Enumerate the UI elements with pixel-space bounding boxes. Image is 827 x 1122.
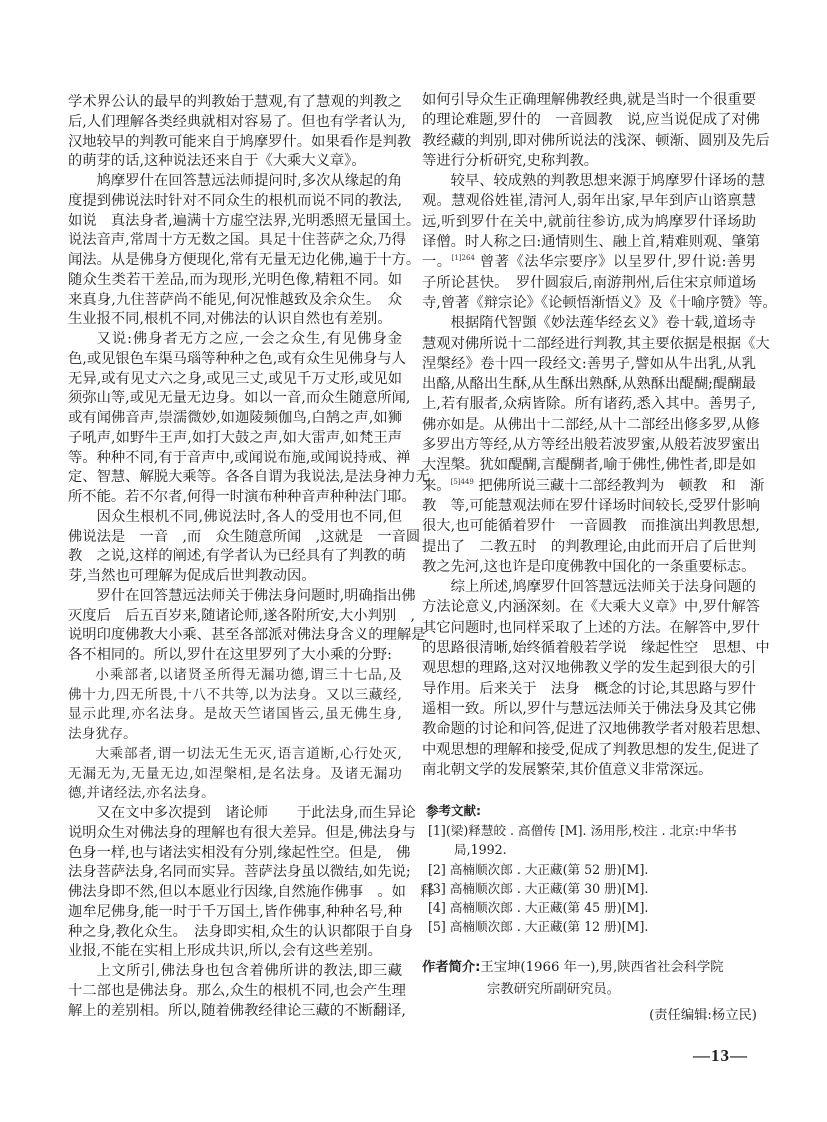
text-line: 显示此理,亦名法身。是故天竺诸国皆云,虽无佛生身, [68, 706, 402, 723]
text-line: 十二部也是佛法身。那么,众生的根机不同,也会产生理 [68, 982, 406, 999]
text-line: 综上所述,鸠摩罗什回答慧远法师关于法身问题的 [450, 579, 756, 596]
text-line: 教之先河,这也许是印度佛教中国化的一条重要标志。 [422, 558, 756, 575]
text-line: 的萌芽的话,这种说法还来自于《大乘大义章》。 [68, 153, 366, 170]
text-line: 的理论难题,罗什的 一音圆教 说,应当说促成了对佛 [422, 112, 760, 129]
text-line: 生业报不同,根机不同,对佛法的认识自然也有差别。 [68, 311, 392, 328]
text-line: 鸠摩罗什在回答慧远法师提问时,多次从缘起的角 [96, 173, 402, 189]
left-column [68, 93, 435, 1021]
text-line: 译僧。时人称之曰:通情则生、融上首,精难则观、肇第 [422, 234, 761, 251]
text-line: 解上的差别相。所以,随着佛教经律论三藏的不断翻译, [68, 1002, 406, 1019]
text-line: 业报,不能在实相上形成共识,所以,会有这些差别。 [68, 943, 382, 960]
author-bio [422, 957, 762, 1001]
text-line: 说明印度佛教大小乘、甚至各部派对佛法身含义的理解是 [68, 627, 426, 644]
text-line: 大涅槃。犹如醍醐,言醍醐者,喻于佛性,佛性者,即是如 [422, 457, 756, 474]
paragraph [68, 172, 421, 330]
paragraph [68, 93, 412, 172]
author-bio-text: 王宝坤(1966 年一),男,陕西省社会科学院 [480, 960, 724, 975]
text-line: 观。慧观俗姓崔,清河人,弱年出家,早年到庐山谘禀慧 [422, 193, 756, 210]
text-line: 上文所引,佛法身也包含着佛所讲的教法,即三藏 [96, 963, 402, 979]
reference-item: [3] 高楠顺次郎 . 大正藏(第 30 册)[M]. [428, 880, 649, 896]
text-line: 中观思想的理解和接受,促成了判教思想的发生,促进了 [422, 741, 760, 758]
text-line: 说明众生对佛法身的理解也有很大差异。但是,佛法身与 [68, 824, 416, 841]
paragraph [422, 90, 770, 171]
text-line: 汉地较早的判教可能来自于鸠摩罗什。如果看作是判教 [68, 133, 412, 150]
text-line: 远,听到罗什在关中,就前往参访,成为鸠摩罗什译场助 [422, 213, 756, 230]
text-line: 法身菩萨法身,名同而实异。菩萨法身虽以微结,如先说; [68, 864, 411, 881]
text-line: 色,或见银色车渠马瑙等种种之色,或有众生见佛身与人 [68, 350, 406, 367]
text-line: 提出了 二教五时 的判教理论,由此而开启了后世判 [422, 538, 756, 555]
text-line: 多罗出方等经,从方等经出般若波罗蜜,从般若波罗蜜出 [422, 437, 760, 454]
right-column [422, 90, 777, 780]
paragraph [422, 577, 770, 780]
text-line: 后,人们理解各类经典就相对容易了。但也有学者认为, [68, 113, 406, 130]
text-line: 遥相一致。所以,罗什与慧远法师关于佛法身及其它佛 [422, 700, 756, 717]
text-line: 佛说法是 一音 ,而 众生随意所闻 ,这就是 一音圆 [68, 528, 421, 545]
reference-item: [5] 高楠顺次郎 . 大正藏(第 12 册)[M]. [428, 919, 649, 935]
references-section [428, 801, 758, 937]
text-line: 子所论甚快。 罗什圆寂后,南游荆州,后住宋京师道场 [422, 274, 756, 291]
paragraph [68, 330, 430, 508]
text-line: 根据隋代智顗《妙法莲华经玄义》卷十载,道场寺 [450, 315, 756, 332]
text-line: 种之身,教化众生。 法身即实相,众生的认识都限于自身 [68, 923, 414, 940]
text-line: 随众生类若干差品,而为现形,光明色像,精粗不同。如 [68, 271, 402, 288]
reference-item-continued: 局,1992. [454, 842, 507, 858]
reference-item: [4] 高楠顺次郎 . 大正藏(第 45 册)[M]. [428, 900, 649, 916]
text-line: 其它问题时,也同样采取了上述的方法。在解答中,罗什 [422, 619, 760, 636]
text-line: 或有闻佛音声,崇濡微妙,如迦陵频伽鸟,白鹄之声,如狮 [68, 410, 402, 426]
text-line: 学术界公认的最早的判教始于慧观,有了慧观的判教之 [68, 94, 402, 110]
text-line: 德,并诸经法,亦名法身。 [68, 785, 215, 802]
author-bio-label: 作者简介: [422, 960, 481, 975]
citation-superscript: [1]264 [451, 254, 475, 263]
paragraph [68, 508, 421, 587]
text-line: 教命题的讨论和问答,促进了汉地佛教学者对般若思想、 [422, 721, 770, 738]
text-line: 色身一样,也与诸法实相没有分别,缘起性空。但是, 佛 [68, 844, 411, 861]
text-line: 慧观对佛所说十二部经进行判教,其主要依据是根据《大 [422, 335, 770, 352]
text-line: 又说:佛身者无方之应,一会之众生,有见佛身金 [96, 331, 402, 347]
text-line: 罗什在回答慧远法师关于佛法身问题时,明确指出佛 [96, 587, 416, 604]
author-bio-text-continued: 宗教研究所副研究员。 [487, 982, 620, 997]
paragraph [68, 587, 426, 666]
text-line: 子吼声,如野牛王声,如打大鼓之声,如大雷声,如梵王声 [68, 429, 402, 446]
text-line: 佛十力,四无所畏,十八不共等,以为法身。又以三藏经, [68, 686, 402, 703]
text-line: 一。$^{[1]264}$ 曾著《法华宗要序》以呈罗什,罗什说:善男 [422, 254, 757, 271]
text-line: 如说 真法身者,遍满十方虚空法界,光明悉照无量国土。 [68, 212, 421, 229]
text-line: 闻法。从是佛身方便现化,常有无量无边化佛,遍于十方。 [68, 252, 421, 268]
paragraph [68, 804, 435, 962]
text-line: 小乘部者,以诸贤圣所得无漏功德,谓三十七品,及 [95, 666, 402, 683]
text-line: 如何引导众生正确理解佛教经典,就是当时一个很重要 [422, 92, 756, 108]
text-line: 较早、较成熟的判教思想来源于鸠摩罗什译场的慧 [450, 173, 766, 190]
text-line: 说法音声,常周十方无数之国。具足十住菩萨之众,乃得 [68, 232, 406, 249]
references-title: 参考文献: [426, 803, 481, 818]
text-line: 度提到佛说法时针对不同众生的根机而说不同的教法, [68, 192, 402, 209]
paragraph [422, 171, 777, 313]
text-line: 寺,曾著《辩宗论》《论顿悟渐悟义》及《十喻序赞》等。 [422, 294, 777, 311]
text-line: 教 之说,这样的阐述,有学者认为已经具有了判教的萌 [68, 548, 406, 565]
text-line: 来真身,九住菩萨尚不能见,何况惟越致及余众生。 众 [68, 291, 402, 308]
text-line: 又在文中多次提到 诸论师 于此法身,而生异论 , [96, 805, 435, 821]
text-line: 佛法身即不然,但以本愿业行因缘,自然施作佛事 。如 释 [68, 884, 435, 900]
text-line: 无异,或有见丈六之身,或见三丈,或见千万丈形,或见如 [68, 370, 402, 387]
block-quote [68, 666, 402, 745]
text-line: 灭度后 后五百岁来,随诸论师,遂各附所安,大小判别 , [68, 607, 416, 624]
text-line: 法身犹存。 [68, 726, 137, 742]
text-line: 因众生根机不同,佛说法时,各人的受用也不同,但 [96, 508, 402, 525]
text-line: 涅槃经》卷十四一段经文:善男子,譬如从牛出乳,从乳 [422, 355, 756, 372]
text-line: 导作用。后来关于 法身 概念的讨论,其思路与罗什 [422, 680, 756, 697]
text-line: 须弥山等,或见无量无边身。如以一音,而众生随意所闻, [68, 390, 411, 407]
text-line: 南北朝文学的发展繁荣,其价值意义非常深远。 [422, 761, 713, 778]
text-line: 观思想的理路,这对汉地佛教义学的发生起到很大的引 [422, 660, 756, 677]
text-line: 上,若有服者,众病皆除。所有诸药,悉入其中。善男子, [422, 396, 756, 413]
text-line: 佛亦如是。从佛出十二部经,从十二部经出修多罗,从修 [422, 416, 760, 433]
text-line: 的思路很清晰,始终循着般若学说 缘起性空 思想、中 [422, 640, 770, 657]
text-line: 定、智慧、解脱大乘等。各各自谓为我说法,是法身神力无 [68, 469, 430, 486]
text-line: 各不相同的。所以,罗什在这里罗列了大小乘的分野: [68, 647, 392, 663]
reference-item: [2] 高楠顺次郎 . 大正藏(第 52 册)[M]. [428, 861, 649, 877]
text-line: 出酪,从酪出生酥,从生酥出熟酥,从熟酥出醍醐;醍醐最 [422, 376, 756, 393]
text-line: 教 等,可能慧观法师在罗什译场时间较长,受罗什影响 [422, 497, 760, 514]
citation-superscript: [5]449 [450, 477, 474, 486]
text-line: 教经藏的判别,即对佛所说法的浅深、顿渐、圆别及先后 [422, 132, 770, 149]
text-line: 大乘部者,谓一切法无生无灭,语言道断,心行处灭, [95, 745, 402, 762]
paragraph [422, 313, 770, 577]
text-line: 来。$^{[5]449}$ 把佛所说三藏十二部经教判为 顿教 和 渐 [422, 477, 765, 494]
text-line: 方法论意义,内涵深刻。在《大乘大义章》中,罗什解答 [422, 599, 760, 616]
paragraph [68, 962, 406, 1021]
responsible-editor: (责任编辑:杨立民) [649, 1008, 757, 1023]
text-line: 等。种种不同,有于音声中,或闻说布施,或闻说持戒、禅 [68, 449, 411, 466]
text-line: 所不能。若不尔者,何得一时演布种种音声种种法门耶。 [68, 489, 416, 505]
text-line: 很大,也可能循着罗什 一音圆教 而推演出判教思想, [422, 518, 760, 535]
text-line: 等进行分析研究,史称判教。 [422, 152, 599, 169]
page-number: —13— [693, 1046, 748, 1065]
text-line: 迦牟尼佛身,能一时于千万国土,皆作佛事,种种名号,种 [68, 903, 402, 920]
text-line: 无漏无为,无量无边,如涅槃相,是名法身。及诸无漏功 [68, 765, 402, 782]
reference-item: [1](梁)释慧皎 . 高僧传 [M]. 汤用彤,校注 . 北京:中华书 [428, 823, 737, 838]
text-line: 芽,当然也可理解为促成后世判教动因。 [68, 568, 316, 584]
block-quote [68, 745, 402, 804]
